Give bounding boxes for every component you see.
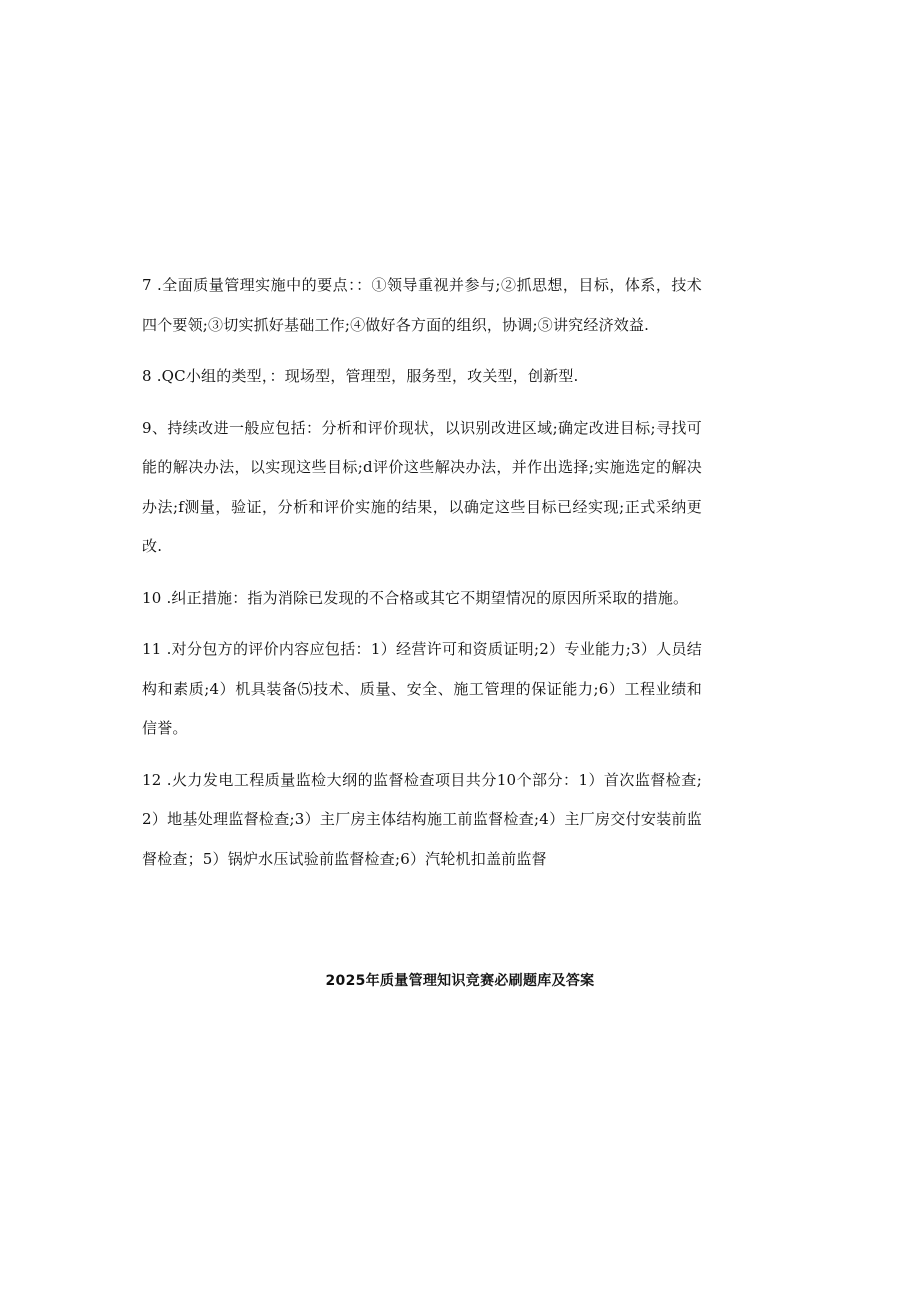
paragraph-item-8: 8 .QC小组的类型，：现场型，管理型，服务型，攻关型，创新型. bbox=[142, 367, 579, 385]
paragraph-item-10: 10 .纠正措施：指为消除已发现的不合格或其它不期望情况的原因所采取的措施。 bbox=[142, 588, 689, 607]
document-footer-title: 2025年质量管理知识竞赛必刷题库及答案 bbox=[325, 973, 595, 989]
paragraph-item-7: 7 .全面质量管理实施中的要点：：①领导重视并参与;②抓思想，目标，体系，技术四个要领;③切实抓好基础工作;④做好各方面的组织，协调;⑤讲究经济效益. bbox=[142, 276, 702, 334]
paragraph-item-12: 12 .火力发电工程质量监检大纲的监督检查项目共分10个部分：1）首次监督检查;2）地基处理监督检查;3）主厂房主体结构施工前监督检查;4）主厂房交付安装前监督检查；5）锅炉水压试验前监督检查;6）汽轮机扣盖前监督 bbox=[142, 770, 702, 868]
paragraph-item-11: 11 .对分包方的评价内容应包括：1）经营许可和资质证明;2）专业能力;3）人员结构和素质;4）机具装备⑸技术、质量、安全、施工管理的保证能力;6）工程业绩和信誉。 bbox=[142, 640, 702, 737]
paragraph-item-9: 9、持续改进一般应包括：分析和评价现状，以识别改进区域;确定改进目标;寻找可能的解决办法，以实现这些目标;d评价这些解决办法，并作出选择;实施选定的解决办法;f测量，验证，分析和评价实施的结果，以确定这些目标已经实现;正式采纳更改. bbox=[142, 418, 702, 555]
document-body bbox=[142, 266, 702, 891]
